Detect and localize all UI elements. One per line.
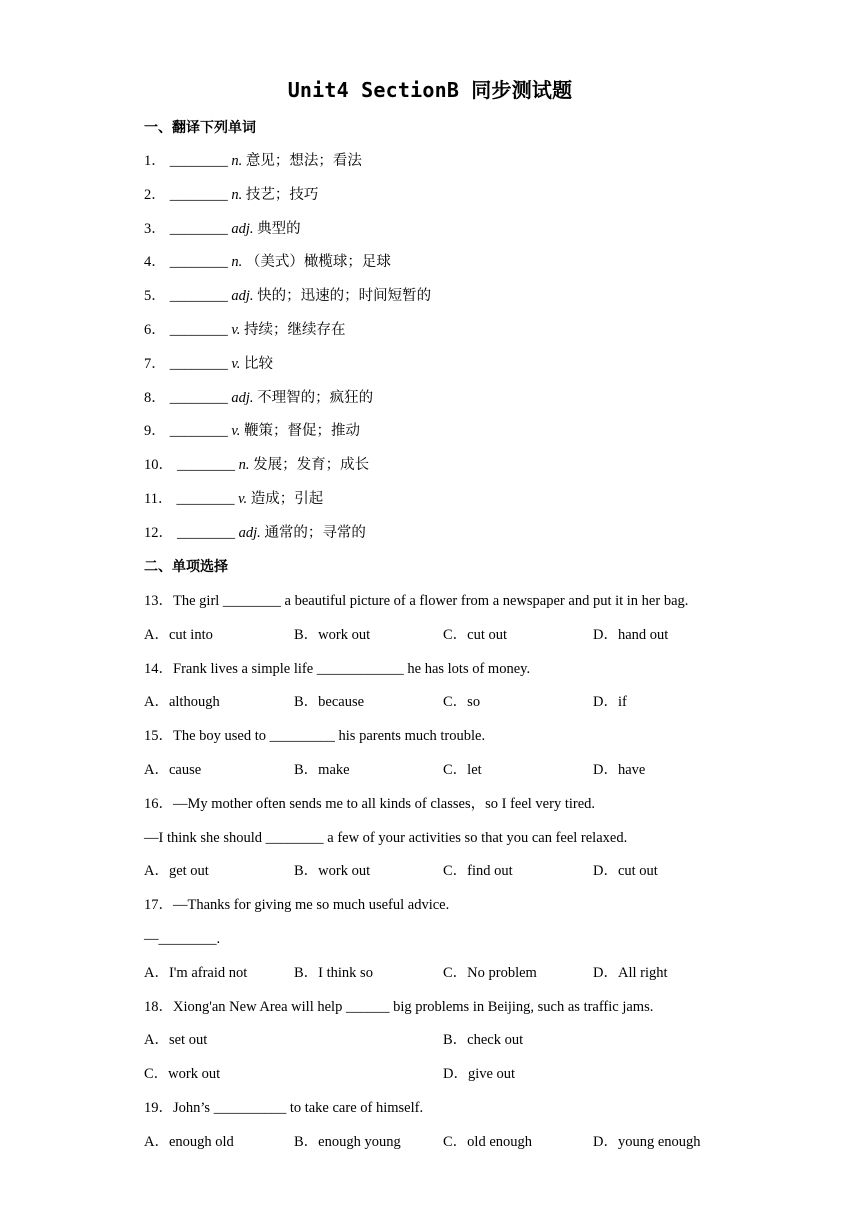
word-meaning: （美式）橄榄球；足球 (245, 254, 391, 270)
word-meaning: 通常的；寻常的 (264, 525, 366, 541)
vocab-item (144, 388, 373, 408)
vocab-number: 1． (144, 153, 166, 169)
answer-blank: ________ (169, 322, 228, 338)
vocab-number: 7． (144, 356, 166, 372)
answer-blank: ________ (169, 356, 228, 372)
word-meaning: 比较 (244, 356, 273, 372)
question-17: 17．—Thanks for giving me so much useful advice. (144, 897, 450, 913)
vocab-number: 12． (144, 525, 173, 541)
word-meaning: 持续；继续存在 (244, 322, 346, 338)
word-meaning: 鞭策；督促；推动 (244, 423, 360, 439)
vocab-item (144, 354, 273, 374)
q15-option-c: C．let (443, 762, 482, 778)
vocab-number: 4． (144, 254, 166, 270)
vocab-item (144, 489, 323, 509)
q17-option-b: B．I think so (294, 965, 373, 981)
vocab-item (144, 185, 318, 205)
question-14: 14．Frank lives a simple life ____________ he has lots of money. (144, 661, 531, 677)
part-of-speech: n. (238, 457, 250, 473)
word-meaning: 典型的 (257, 221, 301, 237)
word-meaning: 快的；迅速的；时间短暂的 (257, 288, 432, 304)
page-title: Unit4 SectionB 同步测试题 (287, 78, 573, 102)
q18-option-d: D．give out (443, 1066, 516, 1082)
part-of-speech: adj. (231, 221, 254, 237)
part-of-speech: v. (231, 423, 241, 439)
q17-option-c: C．No problem (443, 965, 537, 981)
vocab-number: 8． (144, 390, 166, 406)
q16-option-d: D．cut out (593, 863, 658, 879)
question-19: 19．John’s __________ to take care of himself. (144, 1100, 424, 1116)
q14-option-c: C．so (443, 694, 481, 710)
q15-option-a: A．cause (144, 762, 202, 778)
part-of-speech: v. (238, 491, 248, 507)
question-16-reply: —I think she should ________ a few of your activities so that you can feel relaxed. (144, 830, 628, 846)
word-meaning: 发展；发育；成长 (253, 457, 370, 473)
part-of-speech: n. (231, 254, 243, 270)
vocab-item (144, 455, 369, 475)
q19-option-d: D．young enough (593, 1134, 701, 1150)
q17-option-a: A．I'm afraid not (144, 965, 248, 981)
q14-option-b: B．because (294, 694, 365, 710)
answer-blank: ________ (169, 288, 228, 304)
q14-option-d: D．if (593, 694, 627, 710)
question-15: 15．The boy used to _________ his parents much trouble. (144, 728, 486, 744)
question-18: 18．Xiong'an New Area will help ______ big problems in Beijing, such as traffic jams. (144, 999, 654, 1015)
word-meaning: 造成；引起 (250, 491, 324, 507)
q19-option-a: A．enough old (144, 1134, 234, 1150)
part-of-speech: adj. (231, 390, 254, 406)
answer-blank: ________ (177, 525, 235, 541)
part-of-speech: v. (231, 356, 241, 372)
vocab-item (144, 421, 360, 441)
answer-blank: ________ (169, 390, 228, 406)
vocab-number: 11． (144, 491, 173, 507)
vocab-item (144, 151, 362, 171)
q13-option-d: D．hand out (593, 627, 669, 643)
vocab-item (144, 523, 366, 543)
answer-blank: ________ (169, 221, 228, 237)
q16-option-b: B．work out (294, 863, 371, 879)
q15-option-d: D．have (593, 762, 646, 778)
part-of-speech: adj. (238, 525, 261, 541)
q16-option-a: A．get out (144, 863, 209, 879)
part-of-speech: n. (231, 187, 243, 203)
question-16: 16．—My mother often sends me to all kinds of classes，so I feel very tired. (144, 796, 596, 812)
q18-option-b: B．check out (443, 1032, 524, 1048)
answer-blank: ________ (169, 153, 228, 169)
part-of-speech: v. (231, 322, 241, 338)
vocab-item (144, 286, 431, 306)
question-13: 13．The girl ________ a beautiful picture of a flower from a newspaper and put it in her bag. (144, 593, 689, 609)
q19-option-b: B．enough young (294, 1134, 401, 1150)
part-of-speech: n. (231, 153, 243, 169)
q17-option-d: D．All right (593, 965, 668, 981)
q13-option-a: A．cut into (144, 627, 213, 643)
q18-option-c: C．work out (144, 1066, 221, 1082)
vocab-item (144, 252, 391, 272)
answer-blank: ________ (169, 254, 228, 270)
q13-option-c: C．cut out (443, 627, 508, 643)
q13-option-b: B．work out (294, 627, 371, 643)
question-17-reply: —________. (144, 931, 221, 947)
vocab-number: 9． (144, 423, 166, 439)
word-meaning: 意见；想法；看法 (245, 153, 362, 169)
q15-option-b: B．make (294, 762, 350, 778)
word-meaning: 技艺；技巧 (245, 187, 319, 203)
q19-option-c: C．old enough (443, 1134, 533, 1150)
vocab-number: 3． (144, 221, 166, 237)
answer-blank: ________ (169, 423, 228, 439)
vocab-number: 6． (144, 322, 166, 338)
vocab-item (144, 219, 301, 239)
word-meaning: 不理智的；疯狂的 (257, 390, 374, 406)
q16-option-c: C．find out (443, 863, 513, 879)
vocab-number: 2． (144, 187, 166, 203)
part-of-speech: adj. (231, 288, 254, 304)
section-heading-translate: 一、翻译下列单词 (144, 120, 256, 136)
answer-blank: ________ (176, 491, 235, 507)
q18-option-a: A．set out (144, 1032, 208, 1048)
q14-option-a: A．although (144, 694, 220, 710)
answer-blank: ________ (169, 187, 228, 203)
vocab-number: 5． (144, 288, 166, 304)
vocab-item (144, 320, 346, 340)
vocab-number: 10． (144, 457, 173, 473)
answer-blank: ________ (177, 457, 235, 473)
section-heading-choice: 二、单项选择 (144, 559, 228, 575)
